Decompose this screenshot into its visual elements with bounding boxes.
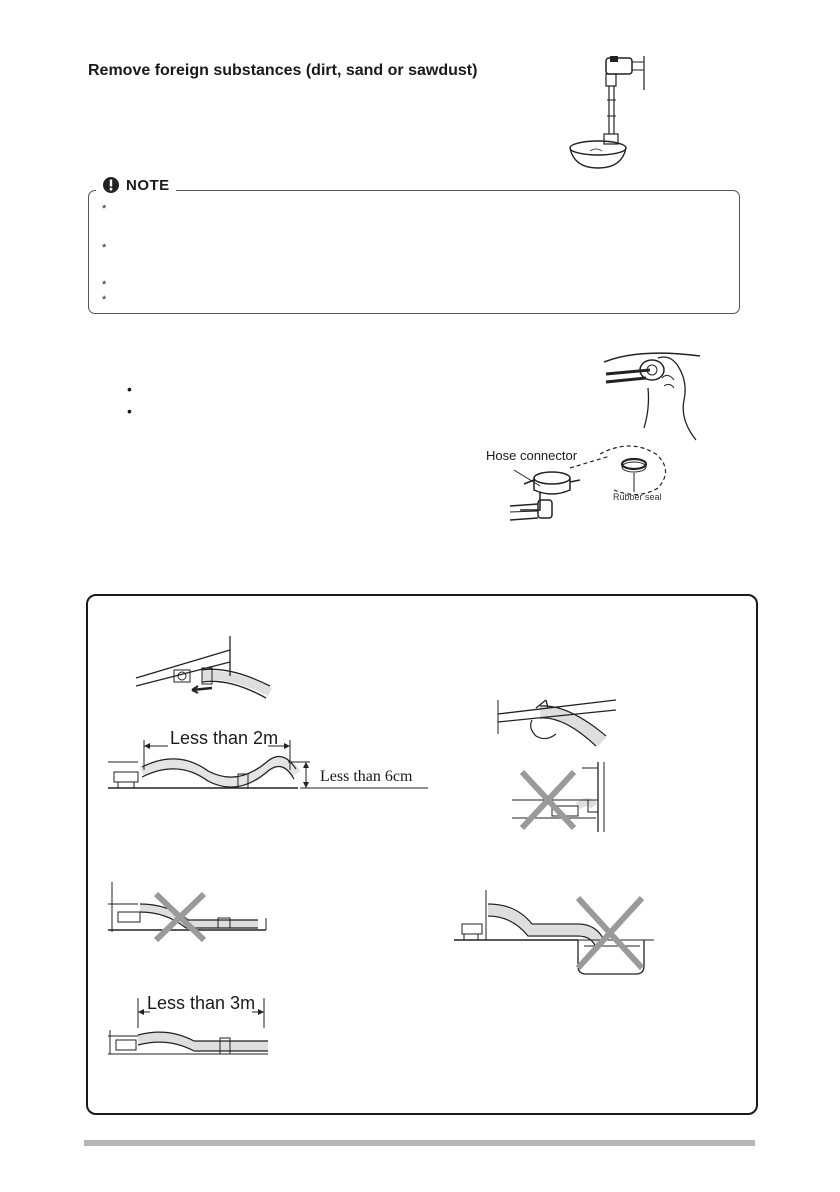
rubber-seal-label: Rubber seal bbox=[613, 492, 662, 502]
drain-hose-length-illustration bbox=[108, 734, 428, 804]
wrong-raised-drain-illustration bbox=[512, 762, 632, 834]
note-label: NOTE bbox=[126, 176, 170, 194]
hose-connector-illustration bbox=[510, 440, 670, 530]
note-box bbox=[88, 190, 740, 314]
section-heading: Remove foreign substances (dirt, sand or sawdust) bbox=[88, 62, 478, 79]
dimension-label: Less than 6cm bbox=[320, 768, 413, 785]
footer-rule bbox=[84, 1140, 755, 1146]
drain-hose-hand-illustration bbox=[496, 690, 616, 750]
dimension-label: Less than 2m bbox=[170, 728, 279, 748]
exclamation-icon bbox=[102, 176, 120, 194]
note-marker: * bbox=[102, 294, 107, 306]
drain-hose-connect-illustration bbox=[130, 636, 280, 706]
note-marker: * bbox=[102, 203, 107, 215]
list-bullet: • bbox=[127, 381, 132, 397]
hose-connector-label: Hose connector bbox=[486, 448, 578, 463]
note-header bbox=[96, 176, 176, 194]
dimension-label: Less than 3m bbox=[147, 993, 256, 1013]
note-marker: * bbox=[102, 279, 107, 291]
wrong-floor-drain-illustration bbox=[108, 882, 268, 942]
drain-hose-extension-illustration bbox=[108, 998, 270, 1058]
faucet-flush-illustration bbox=[560, 56, 660, 176]
note-marker: * bbox=[102, 242, 107, 254]
wrong-submerged-drain-illustration bbox=[454, 890, 674, 976]
list-bullet: • bbox=[127, 403, 132, 419]
hand-connect-hose-illustration bbox=[600, 330, 700, 440]
